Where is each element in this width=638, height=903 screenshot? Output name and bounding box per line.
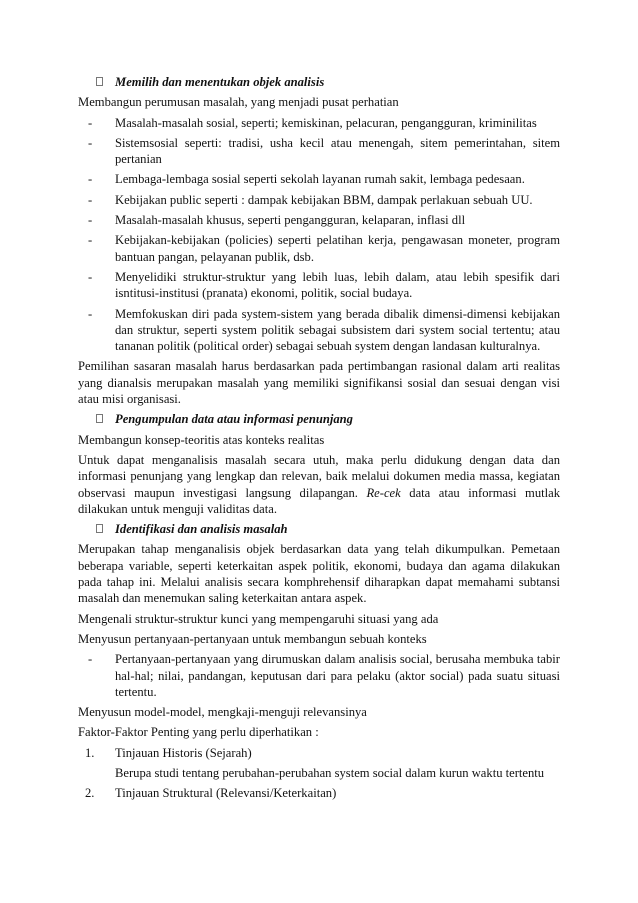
dash-bullet: -: [88, 652, 93, 667]
factors-title: Faktor-Faktor Penting yang perlu diperhatikan :: [78, 725, 319, 740]
list-item: - Sistemsosial seperti: tradisi, usha kecil atau menengah, sitem pemerintahan, sitem pertanian: [88, 135, 560, 167]
factors-list: [78, 745, 560, 761]
factor-description: Berupa studi tentang perubahan-perubahan system social dalam kurun waktu tertentu: [115, 765, 545, 780]
dash-bullet: -: [88, 213, 93, 228]
checkbox-bullet-icon: [96, 77, 103, 86]
section-heading-objek-analisis: Memilih dan menentukan objek analisis: [78, 74, 560, 90]
section2-body: Untuk dapat menganalisis masalah secara utuh, maka perlu didukung dengan data dan informasi penunjang yang lengkap dan relevan, baik melalui dokumen media massa, kegiatan observasi maupun investigasi langsung dilapangan. Re-cek data atau informasi mutlak dilakukan untuk menguji validitas data.: [78, 452, 561, 516]
checkbox-bullet-icon: [96, 414, 103, 423]
section-heading-identifikasi: Identifikasi dan analisis masalah: [78, 521, 560, 537]
dash-bullet: -: [88, 306, 93, 321]
list-item: - Memfokuskan diri pada system-sistem yang berada dibalik dimensi-dimensi kebijakan dan struktur, seperti system politik sebagai subsistem dari system social tertentu; atau tananan politik (political order) sebagai sebuah system dengan landasan kulturalnya.: [88, 306, 560, 354]
list-item: - Masalah-masalah khusus, seperti pengangguran, kelaparan, inflasi dll: [88, 213, 466, 228]
factor-item: 2. Tinjauan Struktural (Relevansi/Keterkaitan): [85, 786, 337, 801]
dash-bullet: -: [88, 269, 93, 284]
list-item: - Kebijakan-kebijakan (policies) seperti pelatihan kerja, pengawasan moneter, program bantuan pangan, pelayanan publik, dsb.: [88, 233, 560, 264]
dash-bullet: -: [88, 115, 93, 130]
section1-intro: Membangun perumusan masalah, yang menjadi pusat perhatian: [78, 95, 399, 110]
section1-closing: Pemilihan sasaran masalah harus berdasarkan pada pertimbangan rasional dalam arti realitas yang dianalsis merupakan masalah yang memiliki signifikansi sosial dan sesuai dengan visi atau misi organisasi.: [78, 359, 560, 407]
dash-bullet: -: [88, 172, 93, 187]
section-heading-pengumpulan-data: Pengumpulan data atau informasi penunjang: [78, 411, 560, 427]
document-content: [78, 74, 560, 806]
list-item: - Pertanyaan-pertanyaan yang dirumuskan dalam analisis social, berusaha membuka tabir hal-hal; nilai, pandangan, keputusan dari para pelaku (aktor social) pada suatu situasi tertentu.: [88, 652, 560, 699]
section3-list: [78, 651, 560, 700]
section3-line3: Menyusun model-model, mengkaji-menguji relevansinya: [78, 705, 367, 720]
section2-intro: Membangun konsep-teoritis atas konteks realitas: [78, 432, 325, 447]
list-item: - Kebijakan public seperti : dampak kebijakan BBM, dampak perlakuan sebuah UU.: [88, 192, 533, 207]
dash-bullet: -: [88, 233, 93, 248]
list-item: - Menyelidiki struktur-struktur yang lebih luas, lebih dalam, atau lebih spesifik dari isntitusi-institusi (pranata) ekonomi, politik, social budaya.: [88, 269, 560, 301]
checkbox-bullet-icon: [96, 524, 103, 533]
section3-body: Merupakan tahap menganalisis objek berdasarkan data yang telah dikumpulkan. Pemetaan beberapa variable, seperti keterkaitan aspek politik, ekonomi, budaya dan agama dilakukan pada tahap ini. Melalui analisis secara komphrehensif diharapkan dapat memahami subtansi masalah dan menemukan saling keterkaitan antara aspek.: [78, 542, 560, 606]
dash-bullet: -: [88, 135, 93, 150]
list-item: - Masalah-masalah sosial, seperti; kemiskinan, pelacuran, pengangguran, kriminilitas: [88, 115, 537, 130]
dash-bullet: -: [88, 192, 93, 207]
factor-item: 1. Tinjauan Historis (Sejarah): [85, 745, 252, 760]
factors-list-continued: [78, 785, 560, 801]
section3-line2: Menyusun pertanyaan-pertanyaan untuk membangun sebuah konteks: [78, 631, 427, 646]
section1-list: [78, 115, 560, 355]
section3-line1: Mengenali struktur-struktur kunci yang mempengaruhi situasi yang ada: [78, 611, 439, 626]
list-item: - Lembaga-lembaga sosial seperti sekolah layanan rumah sakit, lembaga pedesaan.: [88, 172, 525, 187]
